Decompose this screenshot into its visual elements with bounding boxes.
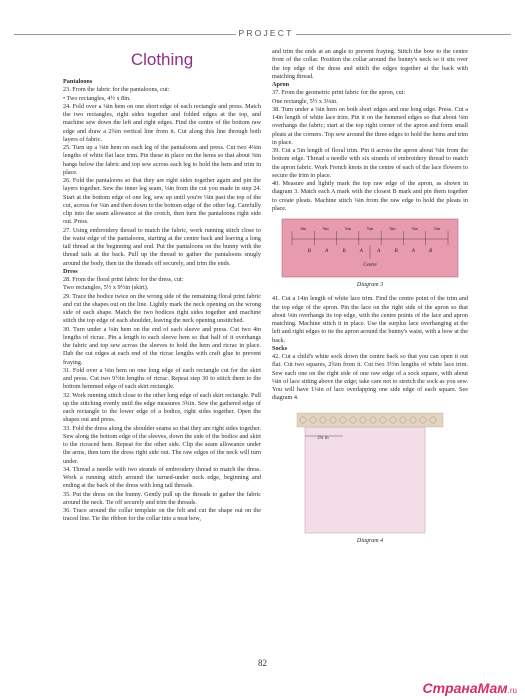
header-rule-right (296, 34, 511, 35)
paragraph: 35. Put the dress on the bunny. Gently pull up the threads to gather the fabric around the neck. Tie off securely and trim the threads. (63, 490, 261, 506)
paragraph: 37. From the geometric print fabric for the apron, cut: (272, 89, 406, 97)
pleat-mark: B (307, 249, 311, 254)
paragraph: 40. Measure and lightly mark the top raw edge of the apron, as shown in diagram 3. Match each A mark with the closest B mark and pin them together to create pleats. Machine stitch ⅛in from the raw edge to hold the pleats in place. (272, 180, 468, 212)
diagram-4-caption: Diagram 4 (356, 537, 384, 544)
diagram-3-caption: Diagram 3 (356, 282, 384, 288)
left-column (63, 48, 261, 524)
paragraph: 26. Fold the pantaloons so that they are right sides together again and pin the layers together. Sew the inner leg seam, ⅛in from the cut you made in step 24. Start at the bottom edge of one leg, sew up until you're ⅛in past the top of the cut, across for ⅛in and then down to the bottom edge of the other leg. Carefully clip into the seam allowance at the crotch, then turn the pantaloons right side out. Press. (63, 177, 261, 226)
pleat-mark: B (342, 249, 346, 254)
paragraph: 41. Cut a 14in length of white lace trim. Find the centre point of the trim and the top edge of the apron. Pin the lace on the right side of the apron so that about ⅛in overhangs its top edge, with the centre points of the lace and apron matching. Machine stitch it in place. Use the surplus lace overhanging at the left and right edges to tie the apron around the bunny's waist, with a bow at the back. (272, 295, 468, 344)
watermark-logo (423, 680, 517, 696)
pleat-mark: A (411, 249, 415, 254)
centre-label: Centre (363, 263, 377, 268)
paragraph: One rectangle, 5½ x 3⅛in. (272, 97, 338, 105)
dimension-label: ⅞in (299, 226, 307, 231)
dimension-label: ⅞in (389, 226, 396, 231)
paragraph: 36. Trace around the collar template on the felt and cut the shape out on the traced line. Tie the ribbon for the collar into a neat bow, (63, 507, 261, 523)
section-heading: Dress (63, 267, 78, 275)
dimension-label: 2¾ in (317, 435, 329, 441)
paragraph: Two rectangles, 5½ x 9½in (skirt). (63, 284, 149, 292)
paragraph: 24. Fold over a ⅛in hem on one short edge of each rectangle and press. Match the two rectangles, right sides together and folded edges at the top, and machine sew down the left and right edges. Find the centre of the bottom raw edge and draw a 2¾in vertical line from it. Cut along this line through both layers of fabric. (63, 102, 261, 143)
paragraph: 33. Fold the dress along the shoulder seams so that they are right sides together. Sew along the bottom edge of the sleeves, down the side of the bodice and skirt to the ricraced hem. Repeat for the other side. Clip the seam allowance under the arms, then turn the dress right side out. The raw edges of the neck will turn under. (63, 424, 261, 465)
right-paragraphs-top (272, 48, 468, 213)
paragraph: • Two rectangles, 4½ x 8in. (63, 94, 131, 102)
paragraph: and trim the ends at an angle to prevent fraying. Stitch the bow to the centre front of the collar. Position the collar around the bunny's neck so it sits over the top edge of the dress and stitch the edges together at the back with matching thread. (272, 48, 468, 80)
diagram-3-figure (280, 217, 460, 279)
right-column (272, 48, 468, 551)
dimension-label: ⅞in (411, 226, 418, 231)
header-rule-left (14, 34, 236, 35)
pleat-mark: B (429, 249, 433, 254)
paragraph: 25. Turn up a ⅛in hem on each leg of the pantaloons and press. Cut two 4⅛in lengths of white flat lace trim. Pin these in place on the hems so that about ⅜in hangs below the fabric and top sew across each leg to hold the hem and trim in place. (63, 144, 261, 176)
sock-square (305, 427, 425, 533)
paragraph: 34. Thread a needle with two strands of embroidery thread to match the dress. Work a running stitch around the turned-under neck edge, beginning and ending at the back of the dress with long tail threads. (63, 465, 261, 490)
section-heading: Socks (272, 344, 288, 352)
paragraph: 23. From the fabric for the pantaloons, cut: (63, 86, 170, 94)
diagram-3 (280, 217, 460, 279)
watermark-suffix: .ru (507, 686, 517, 695)
dimension-label: ⅞in (322, 226, 329, 231)
paragraph: 38. Turn under a ⅛in hem on both short edges and one long edge. Press. Cut a 14in length of white lace trim. Pin it on the hemmed edges so that about ⅛in overhangs the fabric; start at the top right corner of the apron and form small pleats at the corners. Top sew around the three edges to hold the hems and trim in place. (272, 105, 468, 146)
dimension-label: ⅞in (344, 226, 351, 231)
paragraph: 29. Trace the bodice twice on the wrong side of the remaining floral print fabric and cut the shapes out on the line. Lightly mark the neck opening on the wrong side of each shape. Match the two bodices right sides together and machine stitch the top edge of each shoulder, leaving the neck opening unstitched. (63, 292, 261, 325)
section-header: PROJECT (238, 28, 294, 38)
section-heading: Pantaloons (63, 78, 93, 85)
pleat-mark: A (377, 249, 381, 254)
paragraph: 31. Fold over a ⅛in hem on one long edge of each rectangle cut for the skirt and press. Cut two 9½in lengths of ricrac. Repeat step 30 to stitch them to the bottom hemmed edge of each skirt rectangle. (63, 366, 261, 391)
right-paragraphs-bottom (272, 295, 468, 402)
paragraph: 32. Work running stitch close to the other long edge of each skirt rectangle. Pull up the stitching evenly until the edge measures 3¾in. Sew the gathered edge of each rectangle to the lower edge of a bodice, right sides together. Open the shapes out and press. (63, 391, 261, 424)
page-title: Clothing (130, 50, 194, 69)
pleat-mark: A (359, 249, 363, 254)
section-heading: Apron (272, 81, 290, 88)
left-paragraphs (63, 78, 261, 524)
dimension-label: ⅞in (366, 226, 374, 231)
dimension-label: ⅞in (433, 226, 441, 231)
pleat-mark: A (325, 249, 329, 254)
paragraph: 27. Using embroidery thread to match the fabric, work running stitch close to the waist edge of the pantaloons, starting at the centre back and leaving a long tail thread at the beginning and end. Put the pantaloons on the bunny with the thread tails at the back. Pull up the thread to gather the pantaloons snugly around the body, then tie the threads off securely, and trim the ends. (63, 226, 261, 267)
paragraph: 30. Turn under a ⅛in hem on the end of each sleeve and press. Cut two 4in lengths of ricrac. Pin a length to each sleeve hem so that half of it overhangs the fabric and top sew across the sleeves to hold the hem and ricrac in place. Dab the cut edges at each end of the ricrac lengths with craft glue to prevent fraying. (63, 325, 261, 366)
paragraph: 39. Cut a 5in length of floral trim. Pin it across the apron about ⅝in from the bottom edge. Thread a needle with six strands of embroidery thread to match the apron fabric. Work French knots in the centre of each of the lace flowers to secure the trim in place. (272, 147, 468, 179)
pleat-mark: B (394, 249, 398, 254)
paragraph: 42. Cut a child's white sock down the centre back so that you can open it out flat. Cut two squares, 2¾in from it. Cut two 3½in lengths of white lace trim. Sew each one on the right side of one raw edge of a sock square, with about ⅛in of lace sitting above the edge; take care not to stretch the sock as you sew. You will have 1¼in of lace overlapping one side edge of each square. See diagram 4. (272, 353, 468, 402)
watermark-text: СтранаМам (422, 680, 508, 696)
lace-trim (297, 413, 443, 427)
diagram-4 (295, 407, 445, 535)
paragraph: 28. From the floral print fabric for the dress, cut: (63, 276, 184, 283)
diagram-4-figure (295, 407, 445, 535)
page-number: 82 (258, 658, 267, 668)
